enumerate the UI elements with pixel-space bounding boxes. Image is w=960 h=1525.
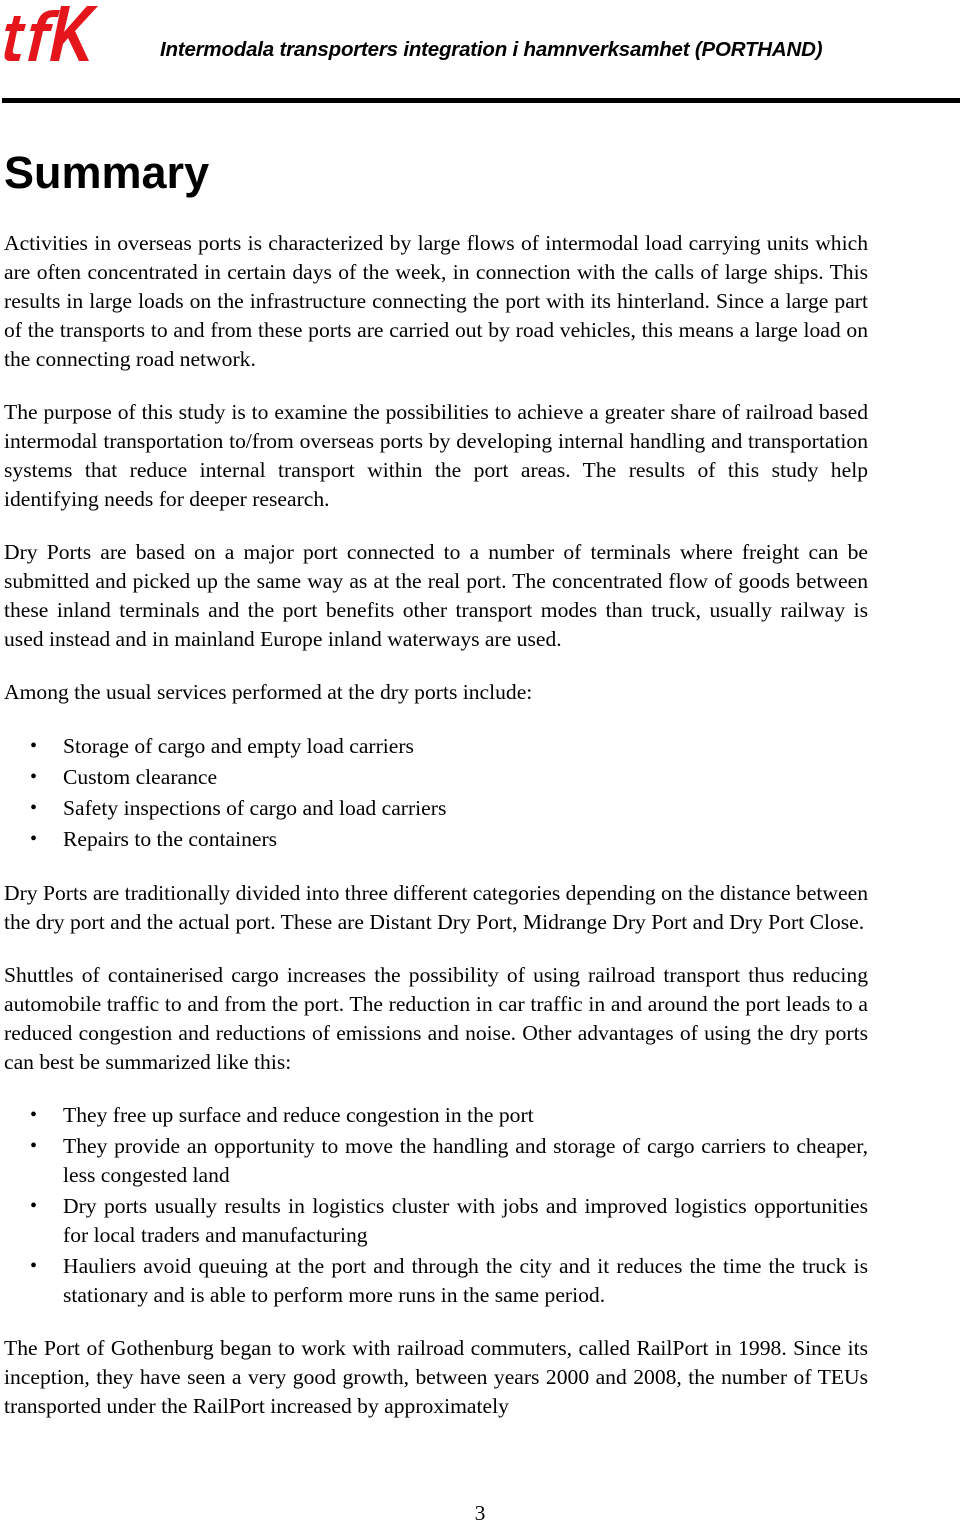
tfk-logo bbox=[4, 2, 98, 64]
page-header bbox=[0, 0, 960, 104]
bullet-icon: • bbox=[30, 797, 38, 819]
paragraph-purpose: The purpose of this study is to examine the possibilities to achieve a greater share of railroad based intermodal transportation to/from overseas ports by developing internal handling and transportation systems that reduce internal transport within the port areas. The results of this study help identifying needs for deeper research. bbox=[4, 400, 868, 511]
list-item: • Custom clearance bbox=[4, 762, 868, 793]
list-item: • They provide an opportunity to move the handling and storage of cargo carriers to cheaper, less congested land bbox=[30, 1134, 868, 1187]
report-title: Intermodala transporters integration i hamnverksamhet (PORTHAND) bbox=[160, 38, 823, 61]
list-item: • Dry ports usually results in logistics cluster with jobs and improved logistics opportunities for local traders and manufacturing bbox=[30, 1194, 868, 1247]
list-item: • Storage of cargo and empty load carriers bbox=[4, 731, 868, 762]
advantages-list bbox=[4, 1101, 868, 1310]
bullet-icon: • bbox=[30, 1104, 38, 1126]
paragraph-categories: Dry Ports are traditionally divided into three different categories depending on the distance between the dry port and the actual port. These are Distant Dry Port, Midrange Dry Port and Dry Port Close. bbox=[4, 881, 868, 934]
list-item: • Hauliers avoid queuing at the port and through the city and it reduces the time the truck is stationary and is able to perform more runs in the same period. bbox=[30, 1254, 868, 1307]
list-item: • They free up surface and reduce congestion in the port bbox=[4, 1101, 868, 1130]
bullet-icon: • bbox=[30, 735, 38, 757]
header-divider bbox=[2, 98, 960, 103]
paragraph-gothenburg: The Port of Gothenburg began to work with railroad commuters, called RailPort in 1998. Since its inception, they have seen a very good growth, between years 2000 and 2008, the number of TEUs transported under the RailPort increased by approximately bbox=[4, 1336, 868, 1418]
paragraph-services-intro: Among the usual services performed at the dry ports include: bbox=[4, 680, 533, 704]
section-heading: Summary bbox=[4, 147, 210, 198]
page-number: 3 bbox=[474, 1501, 486, 1525]
paragraph-dry-ports: Dry Ports are based on a major port connected to a number of terminals where freight can be submitted and picked up the same way as at the real port. The concentrated flow of goods between these inland terminals and the port benefits other transport modes than truck, usually railway is used instead and in mainland Europe inland waterways are used. bbox=[4, 540, 868, 651]
services-list bbox=[4, 731, 868, 855]
bullet-icon: • bbox=[30, 828, 38, 850]
list-item: • Safety inspections of cargo and load carriers bbox=[4, 793, 868, 824]
body-text bbox=[4, 229, 868, 1445]
bullet-icon: • bbox=[30, 766, 38, 788]
list-item: • Repairs to the containers bbox=[4, 824, 868, 855]
bullet-icon: • bbox=[30, 1255, 38, 1277]
paragraph-intro: Activities in overseas ports is characterized by large flows of intermodal load carrying units which are often concentrated in certain days of the week, in connection with the calls of large ships. This results in large loads on the infrastructure connecting the port with its hinterland. Since a large part of the transports to and from these ports are carried out by road vehicles, this means a large load on the connecting road network. bbox=[4, 231, 868, 371]
bullet-icon: • bbox=[30, 1195, 38, 1217]
bullet-icon: • bbox=[30, 1135, 38, 1157]
paragraph-shuttles: Shuttles of containerised cargo increases the possibility of using railroad transport thus reducing automobile traffic to and from the port. The reduction in car traffic in and around the port leads to a reduced congestion and reductions of emissions and noise. Other advantages of using the dry ports can best be summarized like this: bbox=[4, 963, 868, 1074]
